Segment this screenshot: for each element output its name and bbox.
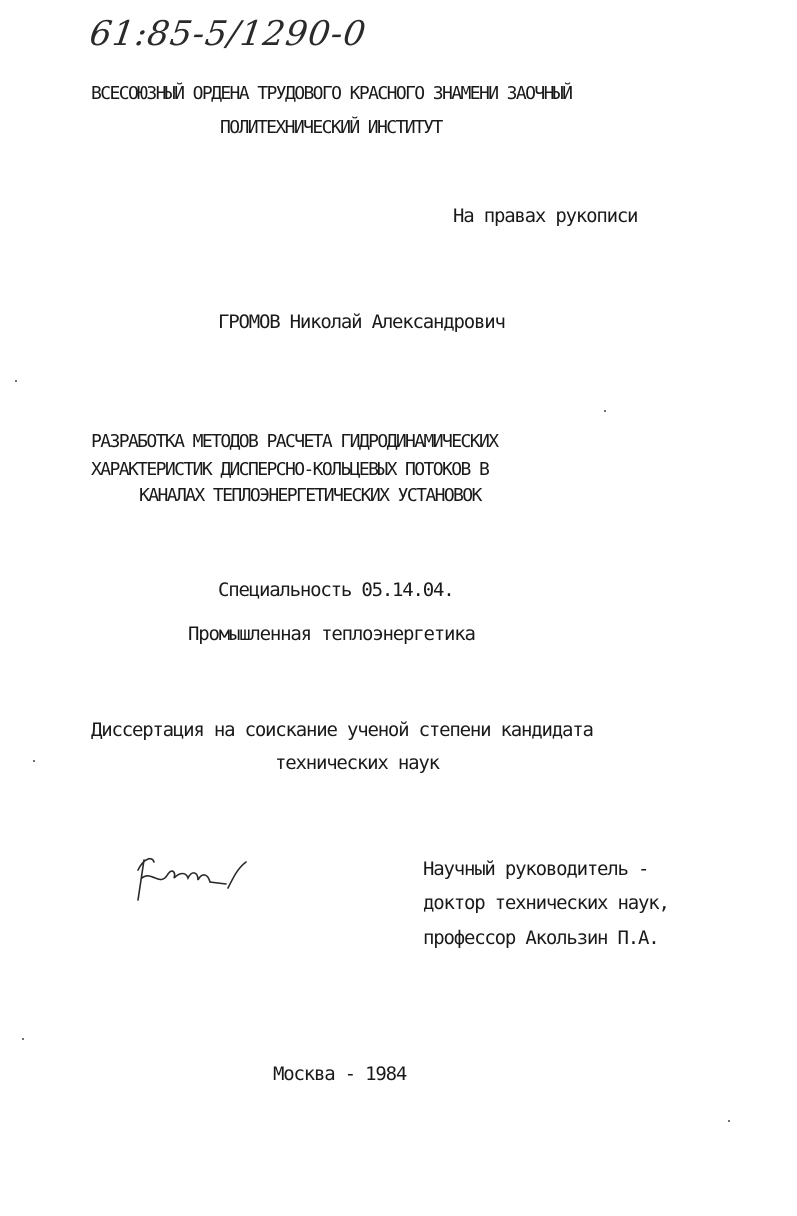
dissertation-statement-line-1: Диссертация на соискание ученой степени кандидата [91,719,593,741]
dissertation-statement-line-2: технических наук [275,752,439,774]
rights-note: На правах рукописи [453,205,638,227]
scan-speck [604,410,606,412]
thesis-title-line-2: ХАРАКТЕРИСТИК ДИСПЕРСНО-КОЛЬЦЕВЫХ ПОТОКОВ В [91,459,489,480]
thesis-title-line-3: КАНАЛАХ ТЕПЛОЭНЕРГЕТИЧЕСКИХ УСТАНОВОК [139,485,481,506]
handwritten-signature [130,848,260,908]
scan-speck [15,380,17,382]
author-name: ГРОМОВ Николай Александрович [218,311,505,333]
institution-line-2: ПОЛИТЕХНИЧЕСКИЙ ИНСТИТУТ [220,117,442,138]
supervisor-line-3: профессор Акользин П.А. [423,927,659,949]
scan-speck [22,1038,24,1040]
place-and-year: Москва - 1984 [273,1063,407,1085]
specialty-name: Промышленная теплоэнергетика [188,623,475,645]
thesis-title-line-1: РАЗРАБОТКА МЕТОДОВ РАСЧЕТА ГИДРОДИНАМИЧЕСКИХ [91,431,498,452]
supervisor-line-1: Научный руководитель - [423,858,649,880]
institution-line-1: ВСЕСОЮЗНЫЙ ОРДЕНА ТРУДОВОГО КРАСНОГО ЗНАМЕНИ ЗАОЧНЫЙ [91,83,572,104]
scan-speck [33,760,35,762]
supervisor-line-2: доктор технических наук, [423,892,669,914]
scan-speck [728,1120,730,1122]
archive-code-handwritten: 61:85-5/1290-0 [87,14,370,54]
specialty-code: Специальность 05.14.04. [218,579,454,601]
